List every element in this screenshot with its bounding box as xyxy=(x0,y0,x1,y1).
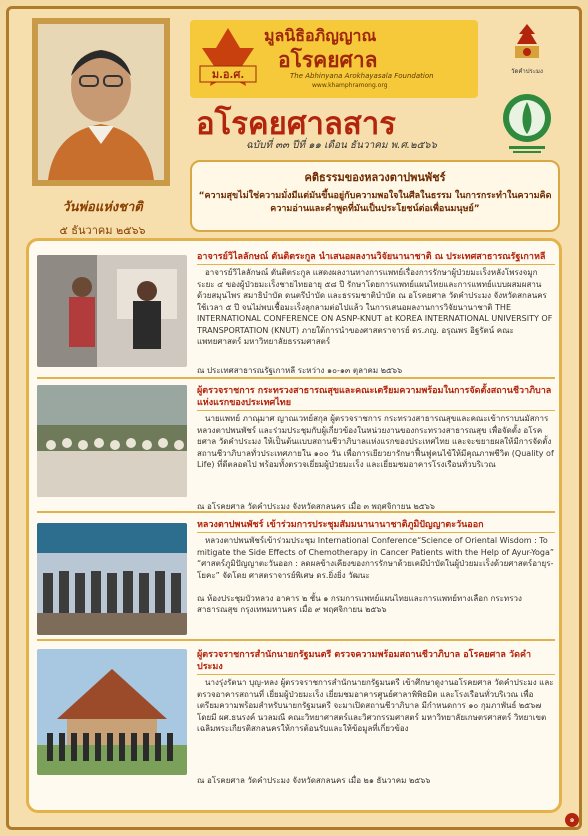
king-portrait xyxy=(32,18,170,186)
divider xyxy=(37,639,555,641)
newsletter-title: อโรคยศาลสาร xyxy=(196,106,396,142)
fathers-day-date: ๕ ธันวาคม ๒๕๖๖ xyxy=(59,224,146,237)
dhamma-quote-box xyxy=(190,160,560,232)
side-logo-caption: วัดคำประมง xyxy=(511,68,543,75)
news-body: นายแพทย์ ภาณุมาศ ญาณเวทย์สกุล ผู้ตรวจราชการ กระทรวงสาธารณสุขและคณะเข้ากราบนมัสการหลวงตาปพนพัชร์ และร่วมประชุมกับผู้เกี่ยวข้องในหน่วยงานของกระทรวงสาธารณสุข เพื่อจัดตั้ง อโรคยศาล วัดคำประมง ให้เป็นต้นแบบสถานชีวาภิบาลแห่งแรกของประเทศไทย และจะขยายผลให้มีการจัดตั้งสถานชีวาภิบาลทั่วประเทศภายใน ๑๐๐ วัน เพื่อการเยียวยารักษาฟื้นฟูคนไข้ให้มีคุณภาพชีวิต (Quality of Life) ที่ดีตลอดไป พร้อมทั้งตรวจเยี่ยมผู้ป่วยมะเร็ง และเยี่ยมชมอาคารโรงเรือนทั่วบริเวณ xyxy=(197,414,554,469)
foundation-abbrev: ม.อ.ศ. xyxy=(211,68,245,81)
foundation-url[interactable]: www.khamphramong.org xyxy=(312,82,388,89)
news-body: อาจารย์วิไลลักษณ์ ตันติตระกูล แสดงผลงานทางการแพทย์เรื่องการรักษาผู้ป่วยมะเร็งหลังโพรงจมูกระยะ ๔ ของผู้ป่วยมะเร็งชายไทยอายุ ๕๘ ปี รักษาโดยการแพทย์แผนไทยและการแพทย์แบบผสมผสาน ด้วยสมุนไพร สมาธิบำบัด ดนตรีบำบัด และธรรมชาติบำบัด ณ อโรคยศาล วัดคำประมง จังหวัดสกลนคร ใช้เวลา ๕ ปี จนไม่พบเชื้อมะเร็งลุกลามต่อไปแล้ว ในการเสนอผลงานการวิจัยนานาชาติ THE INTERNATIONAL CONFERENCE ON ASNP-KNUT at KOREA INTERNATIONAL UNIVERSITY OF TRANSPORTATION (KNUT) ภายใต้การนำของศาสตราจารย์ ดร.ภญ. อรุณพร อิฐรัตน์ คณะแพทยศาสตร์ มหาวิทยาลัยธรรมศาสตร์ xyxy=(197,268,553,346)
fathers-day-title: วันพ่อแห่งชาติ xyxy=(62,200,143,215)
temple-emblem-icon xyxy=(507,22,547,62)
news-photo xyxy=(37,523,187,635)
arokhayasala-logo-icon xyxy=(499,86,555,156)
page-number: ๑ xyxy=(565,813,579,827)
news-item xyxy=(37,519,555,639)
foundation-name-en: The Abhinyana Arokhayasala Foundation xyxy=(290,72,434,80)
news-location: ณ อโรคยศาล วัดคำประมง จังหวัดสกลนคร เมื่อ ๓ พฤศจิกายน ๒๕๖๖ xyxy=(197,502,435,511)
divider xyxy=(37,511,555,513)
news-title: ผู้ตรวจราชการสำนักนายกรัฐมนตรี ตรวจความพร้อมสถานชีวาภิบาล อโรคยศาล วัดคำประมง xyxy=(197,649,555,675)
news-photo xyxy=(37,385,187,497)
news-title: อาจารย์วิไลลักษณ์ ตันติตระกูล นำเสนอผลงานวิจัยนานาชาติ ณ ประเทศสาธารณรัฐเกาหลี xyxy=(197,251,555,265)
foundation-seal-icon xyxy=(196,26,260,90)
news-body: นางรุ่งรัตนา บุญ-หลง ผู้ตรวจราชการสำนักนายกรัฐมนตรี เข้าศึกษาดูงานอโรคยศาล วัดคำประมง และตรวจอาคารสถานที่ เยี่ยมผู้ป่วยมะเร็ง เยี่ยมชมอาคารศูนย์ศาลาพิพิธมิต และโรงเรือนทั่วบริเวณ เพื่อเตรียมความพร้อมสำหรับนายกรัฐมนตรี จะมาเปิดสถานชีวาภิบาล มีกำหนดการ ๑๐ กุมภาพันธ์ ๒๕๖๗ โดยมี ผศ.ธนรงค์ นวลมณี คณะวิทยาศาสตร์และวิศวกรรมศาสตร์ มหาวิทยาลัยเกษตรศาสตร์ วิทยาเขตเฉลิมพระเกียรติสกลนครให้การต้อนรับและให้ข้อมูลที่เกี่ยวข้อง xyxy=(197,678,554,733)
news-title: ผู้ตรวจราชการ กระทรวงสาธารณสุขและคณะเตรียมความพร้อมในการจัดตั้งสถานชีวาภิบาลแห่งแรกของประเทศไทย xyxy=(197,385,555,411)
issue-line: ฉบับที่ ๓๓ ปีที่ ๑๑ เดือน ธันวาคม พ.ศ.๒๕๖๖ xyxy=(246,140,437,151)
foundation-name-line2: อโรคยศาล xyxy=(278,47,378,72)
news-location: ณ ห้องประชุมบัวหลวง อาคาร ๒ ชั้น ๑ กรมการแพทย์แผนไทยและการแพทย์ทางเลือก กระทรวงสาธารณสุข กรุงเทพมหานคร เมื่อ ๙ พฤศจิกายน ๒๕๖๖ xyxy=(197,594,522,614)
news-item xyxy=(37,649,555,799)
quote-title: คติธรรมของหลวงตาปพนพัชร์ xyxy=(304,171,446,184)
quote-body: “ความสุขไม่ใช่ความมั่งมีแต่มันขึ้นอยู่กับความพอใจในศีลในธรรม ในการกระทำในความคิดความอ่านและคำพูดที่มันเป็นประโยชน์ต่อเพื่อนมนุษย์” xyxy=(198,191,552,214)
news-item xyxy=(37,385,555,513)
divider xyxy=(37,377,555,379)
fathers-day-caption xyxy=(20,196,185,239)
masthead xyxy=(190,20,478,150)
news-location: ณ อโรคยศาล วัดคำประมง จังหวัดสกลนคร เมื่อ ๒๑ ธันวาคม ๒๕๖๖ xyxy=(197,776,431,785)
news-item xyxy=(37,251,555,379)
foundation-name-line1: มูลนิธิอภิญญาณ xyxy=(264,26,377,45)
news-body: หลวงตาปพนพัชร์เข้าร่วมประชุม International Conference“Science of Oriental Wisdom : To mitigate the Side Effects of Chemotherapy in Cancer Patients with the Help of Ayur-Yoga” “ศาสตร์ภูมิปัญญาตะวันออก : ลดผลข้างเคียงของการรักษาด้วยเคมีบำบัดในผู้ป่วยมะเร็งด้วยศาสตร์อายุร-โยคะ” จัดโดย ศาสตราจารย์พิเศษ ดร.ยิ่งยิ่ง วัฒนะ xyxy=(197,536,555,580)
side-logos xyxy=(494,22,560,172)
news-photo xyxy=(37,649,187,775)
news-location: ณ ประเทศสาธารณรัฐเกาหลี ระหว่าง ๑๐-๑๓ ตุลาคม ๒๕๖๖ xyxy=(197,366,403,375)
foundation-logo-box xyxy=(190,20,478,98)
news-panel xyxy=(26,238,562,813)
news-title: หลวงตาปพนพัชร์ เข้าร่วมการประชุมสัมมนานานาชาติภูมิปัญญาตะวันออก xyxy=(197,519,555,533)
news-photo xyxy=(37,255,187,367)
